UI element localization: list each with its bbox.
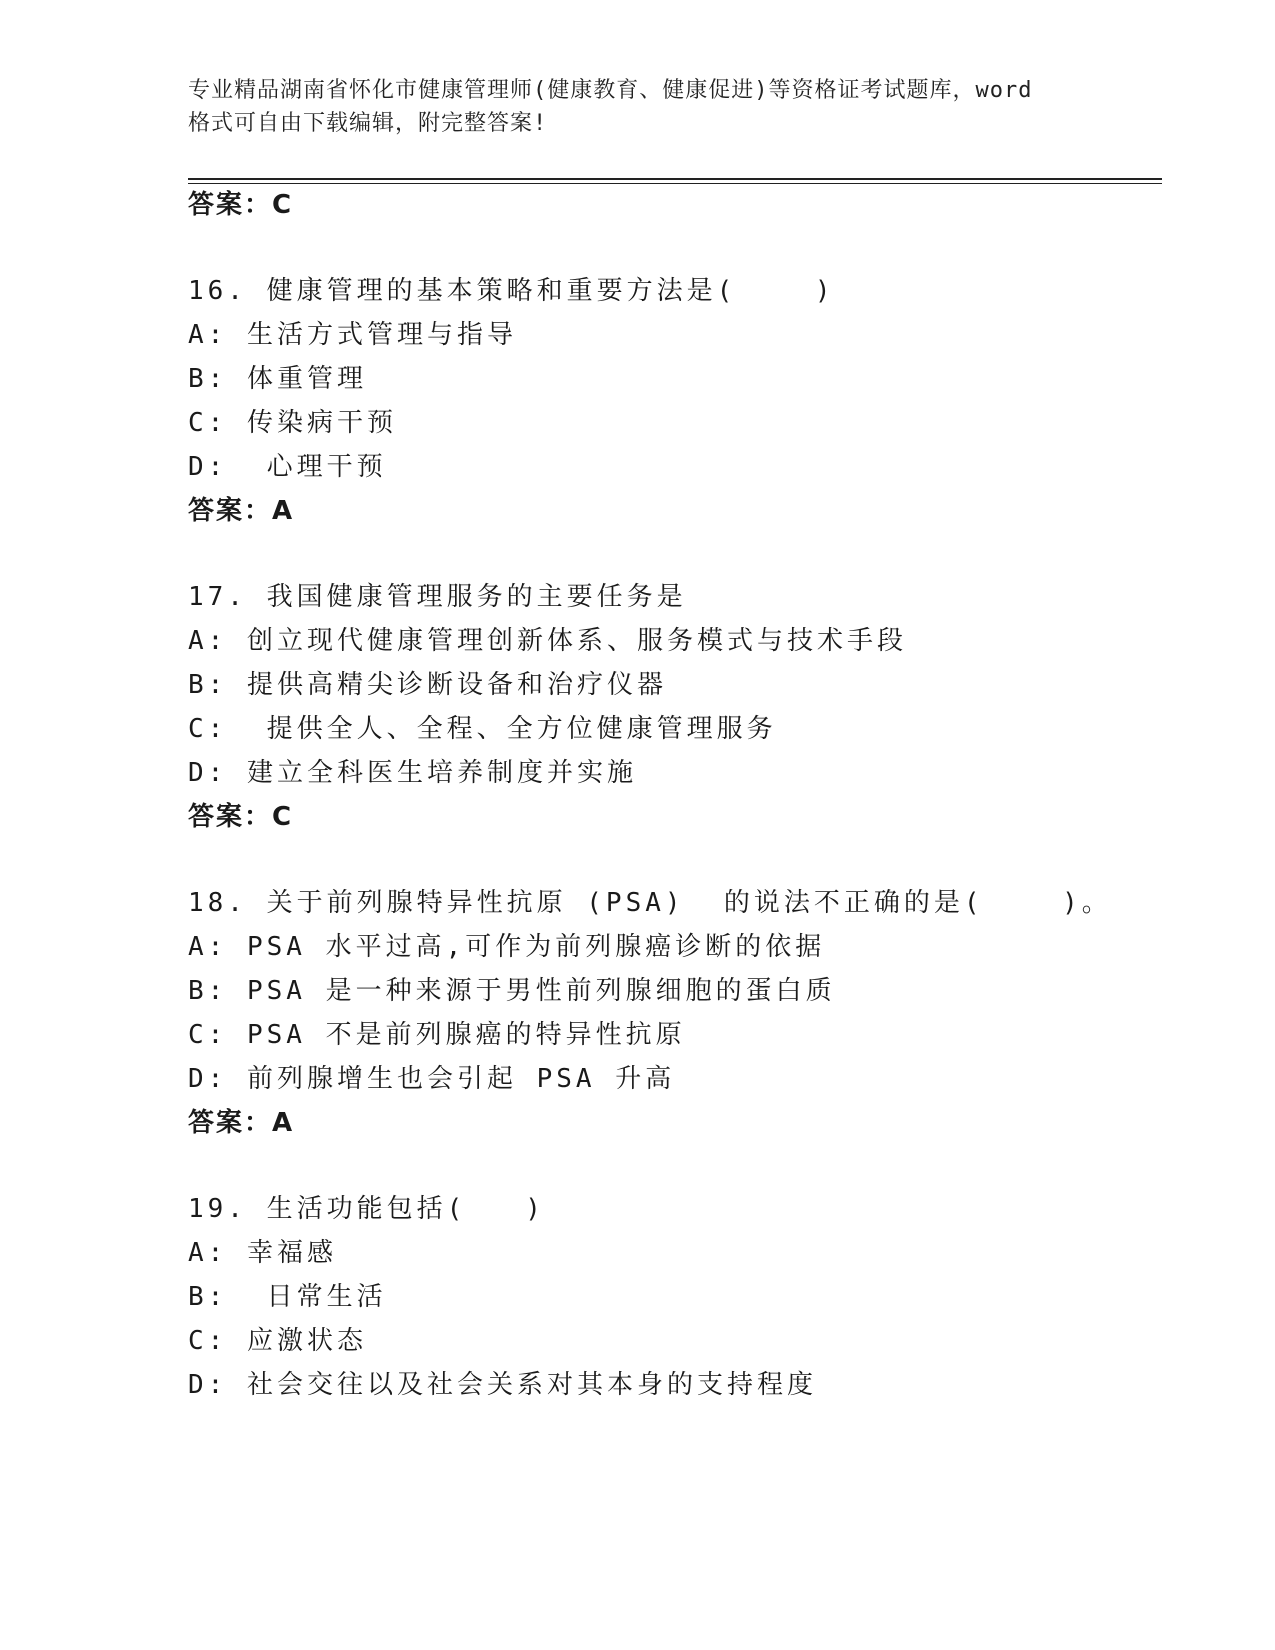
header-line-1: 专业精品湖南省怀化市健康管理师(健康教育、健康促进)等资格证考试题库，word [188, 78, 1033, 103]
question-16-option-a: A: 生活方式管理与指导 [188, 320, 517, 350]
question-18-option-a: A: PSA 水平过高,可作为前列腺癌诊断的依据 [188, 932, 826, 962]
question-17-option-a: A: 创立现代健康管理创新体系、服务模式与技术手段 [188, 626, 907, 656]
question-19-option-c: C: 应激状态 [188, 1326, 367, 1356]
document-header [188, 74, 1088, 140]
question-17-stem: 17. 我国健康管理服务的主要任务是 [188, 582, 687, 612]
question-16-option-b: B: 体重管理 [188, 364, 367, 394]
question-18-option-c: C: PSA 不是前列腺癌的特异性抗原 [188, 1020, 686, 1050]
question-19-option-a: A: 幸福感 [188, 1238, 337, 1268]
header-line-2: 格式可自由下载编辑，附完整答案! [188, 111, 548, 136]
answer-q17: 答案：C [188, 802, 294, 832]
question-17-option-d: D: 建立全科医生培养制度并实施 [188, 758, 637, 788]
answer-q18: 答案：A [188, 1108, 295, 1138]
question-18-stem: 18. 关于前列腺特异性抗原 (PSA) 的说法不正确的是( )。 [188, 888, 1112, 918]
question-17-option-b: B: 提供高精尖诊断设备和治疗仪器 [188, 670, 667, 700]
answer-q15: 答案：C [188, 190, 294, 220]
header-divider [188, 178, 1162, 184]
question-17-option-c: C: 提供全人、全程、全方位健康管理服务 [188, 714, 777, 744]
question-16-stem: 16. 健康管理的基本策略和重要方法是( ) [188, 276, 835, 306]
question-19-stem: 19. 生活功能包括( ) [188, 1194, 545, 1224]
question-18-option-b: B: PSA 是一种来源于男性前列腺细胞的蛋白质 [188, 976, 836, 1006]
question-16-option-c: C: 传染病干预 [188, 408, 397, 438]
question-16-option-d: D: 心理干预 [188, 452, 387, 482]
question-18-option-d: D: 前列腺增生也会引起 PSA 升高 [188, 1064, 676, 1094]
question-19-option-d: D: 社会交往以及社会关系对其本身的支持程度 [188, 1370, 817, 1400]
answer-q16: 答案：A [188, 496, 295, 526]
question-19-option-b: B: 日常生活 [188, 1282, 387, 1312]
